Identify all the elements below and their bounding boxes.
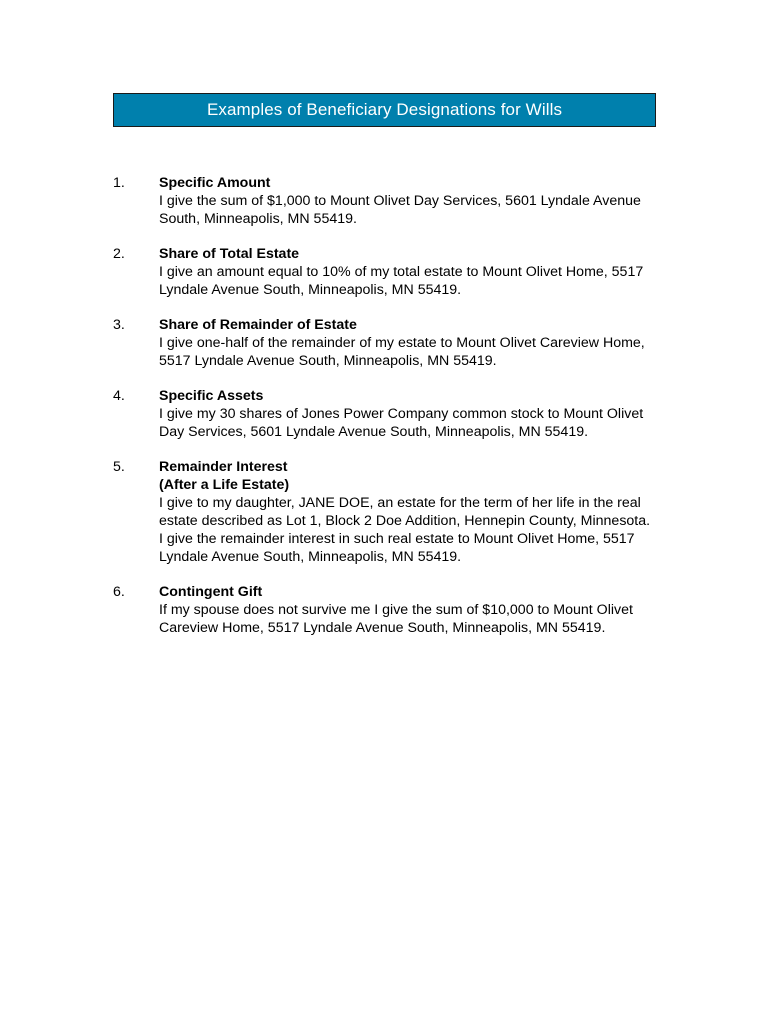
item-number: 1.: [113, 175, 125, 191]
item-subheading: (After a Life Estate): [159, 477, 290, 493]
item-text: If my spouse does not survive me I give the sum of $10,000 to Mount Olivet Careview Home, 5517 Lyndale Avenue South, Minneapolis, MN 55419.: [159, 602, 633, 636]
list-item: [113, 583, 653, 637]
item-text: I give an amount equal to 10% of my total estate to Mount Olivet Home, 5517 Lyndale Avenue South, Minneapolis, MN 55419.: [159, 264, 644, 298]
item-number: 3.: [113, 317, 125, 333]
list-item: [113, 245, 653, 299]
document-title-bar: [113, 93, 656, 127]
item-number: 2.: [113, 246, 125, 262]
item-heading: Specific Amount: [159, 175, 271, 191]
item-text: I give one-half of the remainder of my estate to Mount Olivet Careview Home, 5517 Lyndale Avenue South, Minneapolis, MN 55419.: [159, 335, 645, 369]
item-heading: Specific Assets: [159, 388, 264, 404]
list-item: [113, 316, 653, 370]
document-title: Examples of Beneficiary Designations for Wills: [206, 100, 563, 119]
item-heading: Share of Total Estate: [159, 246, 300, 262]
item-heading: Remainder Interest: [159, 459, 288, 475]
item-heading: Contingent Gift: [159, 584, 263, 600]
list-item: [113, 387, 653, 441]
item-number: 5.: [113, 459, 125, 475]
item-text: I give the sum of $1,000 to Mount Olivet Day Services, 5601 Lyndale Avenue South, Minneapolis, MN 55419.: [159, 193, 641, 227]
item-heading: Share of Remainder of Estate: [159, 317, 357, 333]
item-text: I give to my daughter, JANE DOE, an estate for the term of her life in the real estate described as Lot 1, Block 2 Doe Addition, Hennepin County, Minnesota. I give the remainder interest in such real estate to Mount Olivet Home, 5517 Lyndale Avenue South, Minneapolis, MN 55419.: [159, 495, 651, 565]
list-item: [113, 174, 653, 228]
item-number: 6.: [113, 584, 125, 600]
list-item: [113, 458, 653, 566]
item-number: 4.: [113, 388, 125, 404]
designation-list: [113, 174, 653, 654]
item-text: I give my 30 shares of Jones Power Company common stock to Mount Olivet Day Services, 5601 Lyndale Avenue South, Minneapolis, MN 55419.: [159, 406, 644, 440]
